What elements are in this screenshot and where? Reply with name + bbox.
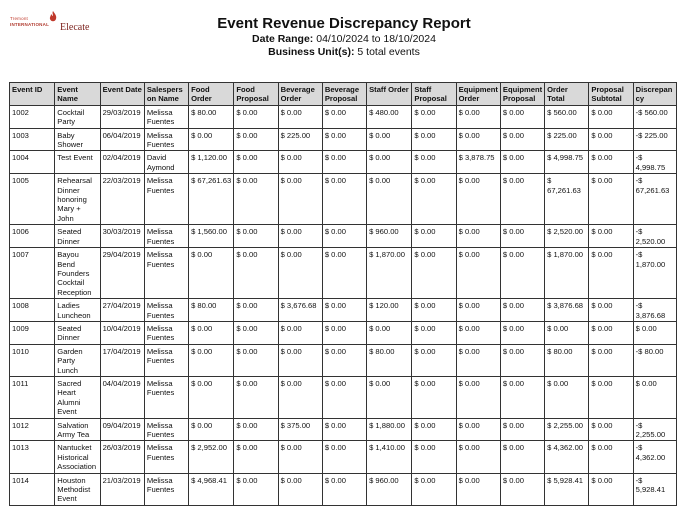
table-cell: $ 0.00	[589, 321, 633, 344]
table-cell: $ 0.00	[412, 376, 456, 418]
table-cell: $ 67,261.63	[189, 174, 234, 225]
table-cell: 1002	[10, 105, 55, 128]
table-cell: $ 0.00	[189, 344, 234, 376]
table-cell: $ 0.00	[456, 321, 500, 344]
table-cell: $ 0.00	[500, 225, 544, 248]
table-cell: 1010	[10, 344, 55, 376]
column-header: Equipment Proposal	[500, 83, 544, 106]
table-cell: $ 0.00	[278, 376, 322, 418]
table-cell: $ 0.00	[278, 473, 322, 505]
table-cell: Rehearsal Dinner honoring Mary + John	[55, 174, 100, 225]
table-cell: $ 0.00	[278, 441, 322, 473]
table-cell: $ 0.00	[589, 418, 633, 441]
table-body	[10, 105, 677, 505]
table-cell: 29/03/2019	[100, 105, 144, 128]
table-cell: $ 0.00	[322, 473, 366, 505]
table-cell: $ 0.00	[412, 299, 456, 322]
table-cell: 27/04/2019	[100, 299, 144, 322]
table-cell: $ 0.00	[234, 344, 278, 376]
table-row	[10, 473, 677, 505]
table-cell: $ 80.00	[189, 105, 234, 128]
table-cell: $ 0.00	[322, 151, 366, 174]
table-cell: $ 0.00	[189, 248, 234, 299]
table-cell: $ 1,870.00	[545, 248, 589, 299]
table-cell: $ 0.00	[234, 248, 278, 299]
table-cell: $ 0.00	[367, 151, 412, 174]
table-cell: $ 0.00	[234, 299, 278, 322]
table-cell: $ 0.00	[278, 105, 322, 128]
table-cell: $ 0.00	[322, 344, 366, 376]
table-cell: $ 0.00	[278, 248, 322, 299]
table-cell: 1008	[10, 299, 55, 322]
table-cell: $ 0.00	[234, 376, 278, 418]
table-row	[10, 105, 677, 128]
table-cell: $ 0.00	[500, 128, 544, 151]
table-cell: $ 0.00	[278, 151, 322, 174]
table-cell: Bayou Bend Founders Cocktail Reception	[55, 248, 100, 299]
table-cell: $ 1,880.00	[367, 418, 412, 441]
table-cell: $ 0.00	[545, 376, 589, 418]
table-cell: $ 0.00	[412, 344, 456, 376]
table-row	[10, 376, 677, 418]
table-cell: $ 0.00	[189, 321, 234, 344]
table-cell: $ 2,255.00	[545, 418, 589, 441]
table-cell: $ 0.00	[500, 151, 544, 174]
table-cell: $ 2,520.00	[545, 225, 589, 248]
column-header: Staff Order	[367, 83, 412, 106]
table-cell: -$ 1,870.00	[633, 248, 676, 299]
table-cell: -$ 67,261.63	[633, 174, 676, 225]
table-cell: $ 0.00	[322, 376, 366, 418]
logo-line-1: Tremont	[10, 16, 28, 21]
table-cell: -$ 80.00	[633, 344, 676, 376]
table-cell: Seated Dinner	[55, 225, 100, 248]
column-header: Staff Proposal	[412, 83, 456, 106]
table-cell: $ 0.00	[412, 441, 456, 473]
table-cell: $ 0.00	[589, 174, 633, 225]
table-cell: $ 0.00	[322, 174, 366, 225]
table-cell: 02/04/2019	[100, 151, 144, 174]
report-title: Event Revenue Discrepancy Report	[217, 15, 471, 32]
table-cell: 21/03/2019	[100, 473, 144, 505]
table-cell: 26/03/2019	[100, 441, 144, 473]
table-cell: $ 0.00	[412, 321, 456, 344]
table-cell: Melissa Fuentes	[144, 441, 188, 473]
table-cell: $ 0.00	[500, 418, 544, 441]
table-cell: 1011	[10, 376, 55, 418]
table-cell: $ 0.00	[456, 344, 500, 376]
column-header: Proposal Subtotal	[589, 83, 633, 106]
table-cell: Melissa Fuentes	[144, 321, 188, 344]
column-header: Salesperson Name	[144, 83, 188, 106]
table-cell: $ 0.00	[367, 128, 412, 151]
table-cell: $ 0.00	[189, 376, 234, 418]
table-cell: David Aymond	[144, 151, 188, 174]
table-cell: $ 0.00	[456, 299, 500, 322]
table-cell: $ 225.00	[545, 128, 589, 151]
discrepancy-table	[9, 82, 677, 506]
table-cell: $ 3,676.68	[278, 299, 322, 322]
table-cell: $ 4,968.41	[189, 473, 234, 505]
table-cell: $ 0.00	[500, 299, 544, 322]
table-cell: $ 0.00	[278, 225, 322, 248]
table-cell: 06/04/2019	[100, 128, 144, 151]
table-row	[10, 128, 677, 151]
table-cell: $ 0.00	[234, 151, 278, 174]
table-cell: -$ 560.00	[633, 105, 676, 128]
table-cell: 1012	[10, 418, 55, 441]
table-cell: $ 2,952.00	[189, 441, 234, 473]
table-cell: $ 0.00	[322, 321, 366, 344]
table-cell: $ 0.00	[189, 418, 234, 441]
logo-line-2: INTERNATIONAL	[10, 22, 50, 27]
column-header: Order Total	[545, 83, 589, 106]
column-header: Event ID	[10, 83, 55, 106]
table-cell: $ 0.00	[500, 344, 544, 376]
table-cell: $ 0.00	[322, 418, 366, 441]
table-cell: $ 0.00	[322, 225, 366, 248]
table-cell: $ 0.00	[456, 473, 500, 505]
table-cell: 09/04/2019	[100, 418, 144, 441]
table-cell: $ 0.00	[234, 225, 278, 248]
table-cell: 1014	[10, 473, 55, 505]
table-row	[10, 299, 677, 322]
table-cell: $ 0.00	[412, 128, 456, 151]
table-row	[10, 248, 677, 299]
table-cell: $ 0.00	[322, 248, 366, 299]
table-cell: $ 0.00	[456, 225, 500, 248]
table-cell: $ 0.00	[633, 321, 676, 344]
table-header-row	[10, 83, 677, 106]
table-cell: $ 0.00	[589, 105, 633, 128]
table-cell: 1007	[10, 248, 55, 299]
table-row	[10, 344, 677, 376]
table-cell: Melissa Fuentes	[144, 418, 188, 441]
table-cell: $ 0.00	[500, 441, 544, 473]
table-cell: $ 0.00	[589, 151, 633, 174]
table-cell: -$ 225.00	[633, 128, 676, 151]
table-cell: $ 0.00	[322, 299, 366, 322]
table-cell: $ 0.00	[234, 128, 278, 151]
table-cell: Sacred Heart Alumni Event	[55, 376, 100, 418]
column-header: Equipment Order	[456, 83, 500, 106]
table-cell: 10/04/2019	[100, 321, 144, 344]
table-cell: 1009	[10, 321, 55, 344]
table-cell: $ 0.00	[412, 418, 456, 441]
table-cell: $ 0.00	[234, 105, 278, 128]
table-cell: $ 3,878.75	[456, 151, 500, 174]
table-cell: $ 0.00	[234, 441, 278, 473]
table-cell: -$ 4,362.00	[633, 441, 676, 473]
table-cell: Melissa Fuentes	[144, 225, 188, 248]
logo-brand: Elecate	[60, 22, 90, 33]
table-cell: $ 0.00	[412, 105, 456, 128]
table-cell: $ 1,120.00	[189, 151, 234, 174]
table-cell: $ 0.00	[278, 344, 322, 376]
table-row	[10, 321, 677, 344]
date-range	[0, 33, 688, 46]
table-cell: 1005	[10, 174, 55, 225]
table-cell: $ 120.00	[367, 299, 412, 322]
table-cell: $ 80.00	[545, 344, 589, 376]
table-cell: $ 0.00	[322, 105, 366, 128]
column-header: Food Proposal	[234, 83, 278, 106]
table-cell: 30/03/2019	[100, 225, 144, 248]
table-cell: $ 0.00	[456, 418, 500, 441]
table-cell: $ 0.00	[456, 441, 500, 473]
table-cell: 1003	[10, 128, 55, 151]
table-cell: $ 1,410.00	[367, 441, 412, 473]
table-cell: $ 0.00	[633, 376, 676, 418]
table-cell: $ 0.00	[545, 321, 589, 344]
table-cell: $ 4,362.00	[545, 441, 589, 473]
table-cell: -$ 4,998.75	[633, 151, 676, 174]
table-cell: $ 0.00	[589, 441, 633, 473]
table-cell: $ 0.00	[234, 473, 278, 505]
table-cell: $ 0.00	[589, 128, 633, 151]
table-cell: $ 1,870.00	[367, 248, 412, 299]
table-cell: 22/03/2019	[100, 174, 144, 225]
business-unit-value: 5 total events	[357, 46, 420, 58]
table-cell: $ 0.00	[412, 225, 456, 248]
table-row	[10, 174, 677, 225]
date-range-value: 04/10/2024 to 18/10/2024	[316, 33, 436, 45]
column-header: Discrepancy	[633, 83, 676, 106]
table-cell: $ 5,928.41	[545, 473, 589, 505]
table-cell: $ 0.00	[234, 321, 278, 344]
table-cell: Houston Methodist Event	[55, 473, 100, 505]
table-cell: Melissa Fuentes	[144, 105, 188, 128]
table-cell: 1013	[10, 441, 55, 473]
column-header: Food Order	[189, 83, 234, 106]
table-cell: $ 0.00	[412, 473, 456, 505]
table-cell: $ 560.00	[545, 105, 589, 128]
column-header: Event Name	[55, 83, 100, 106]
table-cell: -$ 2,520.00	[633, 225, 676, 248]
table-cell: $ 0.00	[367, 174, 412, 225]
table-cell: $ 0.00	[278, 174, 322, 225]
table-cell: Seated Dinner	[55, 321, 100, 344]
table-cell: $ 375.00	[278, 418, 322, 441]
column-header: Event Date	[100, 83, 144, 106]
table-row	[10, 151, 677, 174]
table-cell: $ 0.00	[500, 321, 544, 344]
table-cell: $ 0.00	[234, 174, 278, 225]
table-cell: $ 480.00	[367, 105, 412, 128]
table-cell: $ 0.00	[412, 248, 456, 299]
table-cell: $ 0.00	[278, 321, 322, 344]
table-cell: $ 0.00	[589, 344, 633, 376]
table-cell: $ 0.00	[500, 473, 544, 505]
table-cell: $ 0.00	[500, 105, 544, 128]
report-header	[0, 14, 688, 59]
table-cell: 1004	[10, 151, 55, 174]
table-cell: 04/04/2019	[100, 376, 144, 418]
table-cell: Melissa Fuentes	[144, 473, 188, 505]
table-cell: $ 960.00	[367, 473, 412, 505]
column-header: Beverage Proposal	[322, 83, 366, 106]
table-row	[10, 441, 677, 473]
table-cell: Garden Party Lunch	[55, 344, 100, 376]
table-row	[10, 225, 677, 248]
table-cell: Test Event	[55, 151, 100, 174]
table-cell: Nantucket Historical Association	[55, 441, 100, 473]
table-cell: 29/04/2019	[100, 248, 144, 299]
table-cell: $ 960.00	[367, 225, 412, 248]
business-units	[0, 46, 688, 59]
table-cell: $ 67,261.63	[545, 174, 589, 225]
table-cell: -$ 5,928.41	[633, 473, 676, 505]
table-cell: $ 0.00	[322, 441, 366, 473]
table-cell: $ 0.00	[589, 248, 633, 299]
table-cell: -$ 2,255.00	[633, 418, 676, 441]
table-cell: $ 0.00	[189, 128, 234, 151]
table-cell: $ 0.00	[412, 174, 456, 225]
table-cell: $ 0.00	[456, 174, 500, 225]
table-cell: $ 0.00	[500, 376, 544, 418]
table-cell: $ 0.00	[367, 376, 412, 418]
table-cell: Baby Shower	[55, 128, 100, 151]
table-cell: $ 80.00	[189, 299, 234, 322]
date-range-label: Date Range:	[252, 33, 314, 45]
table-cell: $ 0.00	[456, 376, 500, 418]
table-cell: Melissa Fuentes	[144, 248, 188, 299]
table-cell: $ 3,876.68	[545, 299, 589, 322]
table-cell: $ 0.00	[367, 321, 412, 344]
table-cell: $ 0.00	[589, 376, 633, 418]
table-cell: $ 80.00	[367, 344, 412, 376]
table-cell: $ 225.00	[278, 128, 322, 151]
table-cell: $ 0.00	[500, 174, 544, 225]
column-header: Beverage Order	[278, 83, 322, 106]
table-cell: $ 0.00	[589, 225, 633, 248]
table-cell: Melissa Fuentes	[144, 344, 188, 376]
business-unit-label: Business Unit(s):	[268, 46, 355, 58]
table-cell: $ 0.00	[234, 418, 278, 441]
table-cell: $ 0.00	[589, 473, 633, 505]
table-cell: $ 1,560.00	[189, 225, 234, 248]
table-cell: Salvation Army Tea	[55, 418, 100, 441]
table-cell: Melissa Fuentes	[144, 299, 188, 322]
table-cell: $ 0.00	[456, 128, 500, 151]
table-cell: $ 0.00	[412, 151, 456, 174]
table-cell: Cocktail Party	[55, 105, 100, 128]
table-cell: Ladies Luncheon	[55, 299, 100, 322]
table-cell: Melissa Fuentes	[144, 174, 188, 225]
table-cell: 17/04/2019	[100, 344, 144, 376]
table-cell: $ 0.00	[500, 248, 544, 299]
table-cell: $ 4,998.75	[545, 151, 589, 174]
table-cell: $ 0.00	[456, 248, 500, 299]
table-cell: $ 0.00	[589, 299, 633, 322]
table-cell: $ 0.00	[322, 128, 366, 151]
table-cell: 1006	[10, 225, 55, 248]
table-row	[10, 418, 677, 441]
table-cell: Melissa Fuentes	[144, 376, 188, 418]
table-cell: -$ 3,876.68	[633, 299, 676, 322]
table-cell: Melissa Fuentes	[144, 128, 188, 151]
table-cell: $ 0.00	[456, 105, 500, 128]
